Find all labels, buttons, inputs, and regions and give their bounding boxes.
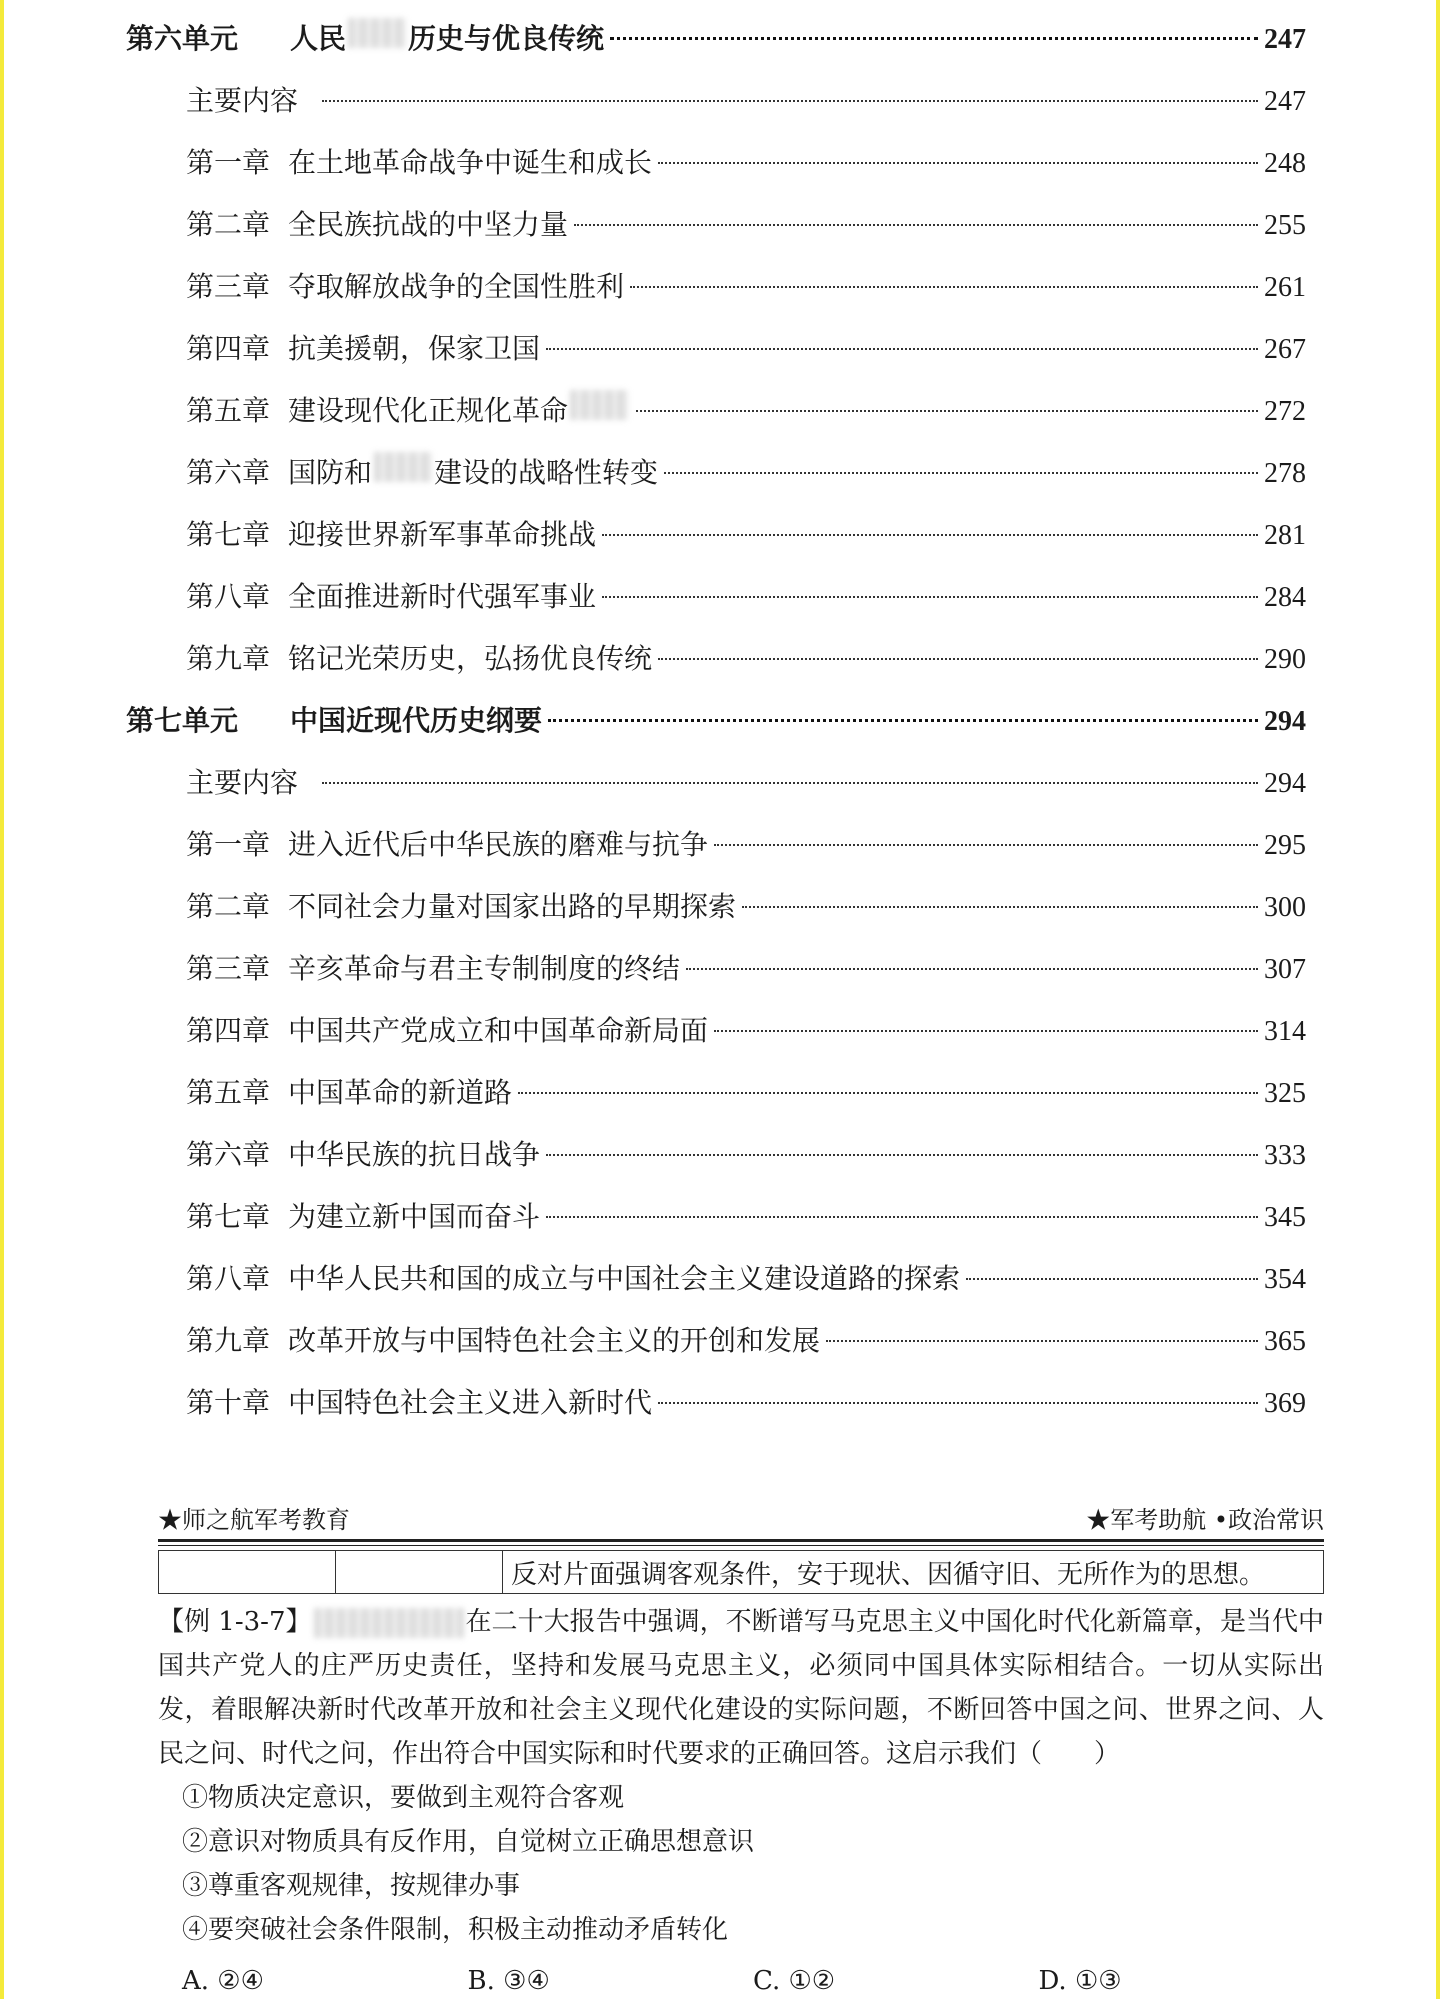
toc-chapter-row	[126, 1124, 1306, 1186]
toc-page-number: 247	[1264, 86, 1306, 117]
toc-leader-dots	[826, 1340, 1258, 1342]
toc-prefix: 第七章	[186, 1200, 271, 1233]
toc-title: 建设现代化正规化革命	[288, 394, 569, 427]
toc-leader-dots	[322, 100, 1258, 102]
toc-prefix: 主要内容	[186, 84, 299, 117]
statement-option: ④要突破社会条件限制，积极主动推动矛盾转化	[182, 1915, 729, 1945]
redacted-name	[314, 1608, 464, 1638]
table-cell-text: 反对片面强调客观条件，安于现状、因循守旧、无所作为的思想。	[503, 1551, 1324, 1594]
toc-title: 中华人民共和国的成立与中国社会主义建设道路的探索	[288, 1262, 961, 1295]
answer-choice: D. ①③	[1038, 1966, 1122, 1996]
toc-chapter-row	[126, 1062, 1306, 1124]
toc-prefix: 第二章	[186, 890, 271, 923]
toc-title: 迎接世界新军事革命挑战	[288, 518, 597, 551]
running-header	[158, 1500, 1324, 1539]
toc-title: 国防和	[288, 456, 373, 489]
toc-title: 抗美援朝，保家卫国	[288, 332, 541, 365]
toc-title: 全民族抗战的中坚力量	[288, 208, 569, 241]
toc-title: 不同社会力量对国家出路的早期探索	[288, 890, 737, 923]
toc-prefix: 第五章	[186, 394, 271, 427]
toc-page-number: 300	[1264, 892, 1306, 923]
toc-leader-dots	[602, 534, 1258, 536]
toc-leader-dots	[636, 410, 1258, 412]
toc-prefix: 第一章	[186, 828, 271, 861]
toc-leader-dots	[714, 1030, 1258, 1032]
toc-unit-row	[126, 690, 1306, 752]
toc-title: 在土地革命战争中诞生和成长	[288, 146, 653, 179]
toc-title: 铭记光荣历史，弘扬优良传统	[288, 642, 653, 675]
toc-chapter-row	[126, 442, 1306, 504]
toc-chapter-row	[126, 504, 1306, 566]
toc-chapter-row	[126, 1000, 1306, 1062]
toc-page-number: 267	[1264, 334, 1306, 365]
toc-chapter-row	[126, 876, 1306, 938]
toc-leader-dots	[546, 1154, 1258, 1156]
header-rule	[158, 1539, 1324, 1546]
header-left: ★师之航军考教育	[158, 1506, 350, 1534]
toc-title: 夺取解放战争的全国性胜利	[288, 270, 625, 303]
answer-choice: B. ③④	[467, 1966, 550, 1996]
toc-unit-row	[126, 8, 1306, 70]
toc-page-number: 314	[1264, 1016, 1306, 1047]
toc-prefix: 第六章	[186, 1138, 271, 1171]
toc-page-number: 281	[1264, 520, 1306, 551]
toc-prefix: 第五章	[186, 1076, 271, 1109]
example-paragraph	[158, 1600, 1324, 1776]
example-label: 【例 1-3-7】	[158, 1607, 312, 1637]
toc-page-number: 307	[1264, 954, 1306, 985]
toc-prefix: 第六章	[186, 456, 271, 489]
toc-leader-dots	[546, 348, 1258, 350]
toc-leader-dots	[686, 968, 1258, 970]
toc-leader-dots	[966, 1278, 1258, 1280]
toc-chapter-row	[126, 194, 1306, 256]
toc-prefix: 主要内容	[186, 766, 299, 799]
toc-page-number: 290	[1264, 644, 1306, 675]
toc-page-number: 365	[1264, 1326, 1306, 1357]
toc-page-number: 247	[1264, 24, 1306, 55]
right-edge-highlight	[1436, 0, 1440, 1999]
toc-title: 中华民族的抗日战争	[288, 1138, 541, 1171]
answer-choice: A. ②④	[182, 1966, 264, 1996]
toc-prefix: 第一章	[186, 146, 271, 179]
page-excerpt	[158, 1500, 1324, 2006]
statement-options	[158, 1776, 1324, 1952]
toc-title: 进入近代后中华民族的磨难与抗争	[288, 828, 709, 861]
table-cell-empty-2	[336, 1551, 503, 1594]
toc-leader-dots	[322, 782, 1258, 784]
toc-page-number: 345	[1264, 1202, 1306, 1233]
toc-page-number: 255	[1264, 210, 1306, 241]
toc-page-number: 294	[1264, 706, 1306, 737]
toc-leader-dots	[664, 472, 1258, 474]
toc-chapter-row	[126, 1186, 1306, 1248]
toc-prefix: 第七单元	[126, 704, 239, 737]
toc-chapter-row	[126, 752, 1306, 814]
toc-page-number: 261	[1264, 272, 1306, 303]
redacted-text	[374, 452, 432, 482]
toc-page-number: 284	[1264, 582, 1306, 613]
toc-page-number: 294	[1264, 768, 1306, 799]
toc-leader-dots	[574, 224, 1258, 226]
toc-chapter-row	[126, 318, 1306, 380]
toc-chapter-row	[126, 1248, 1306, 1310]
header-right: ★军考助航 •政治常识	[1086, 1506, 1324, 1534]
toc-title: 辛亥革命与君主专制制度的终结	[288, 952, 681, 985]
toc-page-number: 325	[1264, 1078, 1306, 1109]
toc-title: 中国近现代历史纲要	[290, 704, 543, 737]
toc-page-number: 354	[1264, 1264, 1306, 1295]
toc-leader-dots	[518, 1092, 1258, 1094]
toc-page-number: 248	[1264, 148, 1306, 179]
toc-leader-dots	[714, 844, 1258, 846]
toc-title: 人民	[290, 22, 347, 55]
toc-chapter-row	[126, 1372, 1306, 1434]
toc-title: 全面推进新时代强军事业	[288, 580, 597, 613]
toc-leader-dots	[610, 37, 1258, 40]
redacted-text	[570, 390, 628, 420]
toc-page-number: 272	[1264, 396, 1306, 427]
toc-leader-dots	[658, 162, 1258, 164]
toc-title: 历史与优良传统	[408, 22, 605, 55]
toc-leader-dots	[546, 1216, 1258, 1218]
toc-prefix: 第八章	[186, 580, 271, 613]
toc-prefix: 第八章	[186, 1262, 271, 1295]
toc-chapter-row	[126, 938, 1306, 1000]
left-edge-highlight	[0, 0, 4, 1999]
toc-chapter-row	[126, 1310, 1306, 1372]
toc-title: 中国共产党成立和中国革命新局面	[288, 1014, 709, 1047]
toc-chapter-row	[126, 380, 1306, 442]
redacted-text	[348, 18, 406, 48]
toc-chapter-row	[126, 256, 1306, 318]
answer-choice: C. ①②	[753, 1966, 836, 1996]
toc-leader-dots	[548, 719, 1258, 722]
statement-option: ③尊重客观规律，按规律办事	[182, 1871, 521, 1901]
toc-chapter-row	[126, 566, 1306, 628]
toc-title: 改革开放与中国特色社会主义的开创和发展	[288, 1324, 821, 1357]
toc-title: 为建立新中国而奋斗	[288, 1200, 541, 1233]
toc-leader-dots	[602, 596, 1258, 598]
example-text: 在二十大报告中强调，不断谱写马克思主义中国化时代化新篇章，是当代中国共产党人的庄严历史责任，坚持和发展马克思主义，必须同中国具体实际相结合。一切从实际出发，着眼解决新时代改革开放和社会主义现代化建设的实际问题，不断回答中国之问、世界之问、人民之问、时代之问，作出符合中国实际和时代要求的正确回答。这启示我们（ ）	[158, 1607, 1324, 1769]
toc-prefix: 第三章	[186, 952, 271, 985]
statement-option: ②意识对物质具有反作用，自觉树立正确思想意识	[182, 1827, 755, 1857]
toc-chapter-row	[126, 628, 1306, 690]
toc-prefix: 第七章	[186, 518, 271, 551]
partial-table	[158, 1550, 1324, 1594]
toc-prefix: 第九章	[186, 642, 271, 675]
table-of-contents	[126, 8, 1306, 1434]
toc-page-number: 295	[1264, 830, 1306, 861]
table-cell-empty-1	[159, 1551, 336, 1594]
toc-prefix: 第三章	[186, 270, 271, 303]
toc-page-number: 369	[1264, 1388, 1306, 1419]
toc-title: 中国革命的新道路	[288, 1076, 513, 1109]
toc-prefix: 第四章	[186, 332, 271, 365]
toc-prefix: 第四章	[186, 1014, 271, 1047]
toc-leader-dots	[630, 286, 1258, 288]
toc-title: 中国特色社会主义进入新时代	[288, 1386, 653, 1419]
toc-prefix: 第九章	[186, 1324, 271, 1357]
toc-prefix: 第二章	[186, 208, 271, 241]
toc-leader-dots	[658, 1402, 1258, 1404]
toc-prefix: 第十章	[186, 1386, 271, 1419]
toc-title: 建设的战略性转变	[434, 456, 659, 489]
toc-page-number: 333	[1264, 1140, 1306, 1171]
toc-leader-dots	[742, 906, 1258, 908]
toc-chapter-row	[126, 70, 1306, 132]
toc-chapter-row	[126, 814, 1306, 876]
toc-leader-dots	[658, 658, 1258, 660]
toc-chapter-row	[126, 132, 1306, 194]
toc-prefix: 第六单元	[126, 22, 239, 55]
toc-page-number: 278	[1264, 458, 1306, 489]
statement-option: ①物质决定意识，要做到主观符合客观	[182, 1783, 625, 1813]
